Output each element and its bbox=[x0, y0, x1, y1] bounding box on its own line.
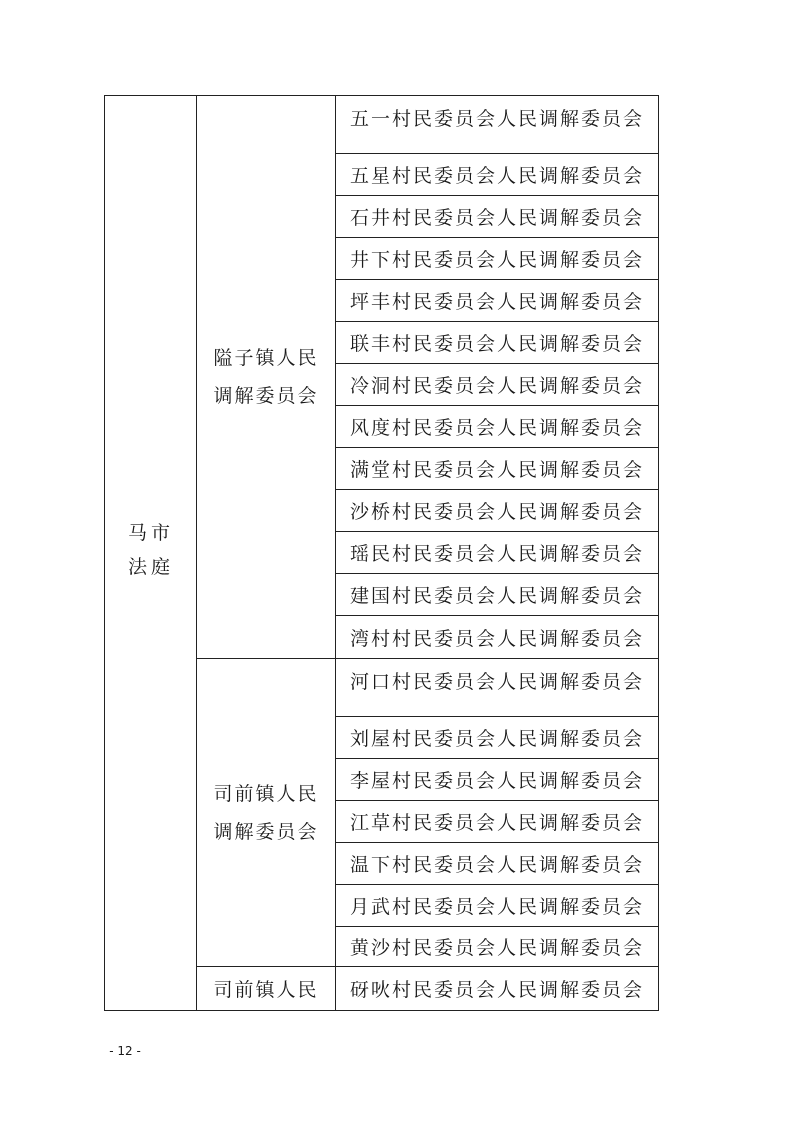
town-name-line2: 调解委员会 bbox=[213, 385, 319, 407]
court-column bbox=[105, 96, 197, 1010]
village-row: 李屋村民委员会人民调解委员会 bbox=[336, 759, 658, 801]
village-row: 五星村民委员会人民调解委员会 bbox=[336, 154, 658, 196]
village-row: 河口村民委员会人民调解委员会 bbox=[336, 659, 658, 717]
town-name-line1: 隘子镇人民 bbox=[213, 347, 319, 369]
court-name-line2: 法庭 bbox=[127, 556, 174, 578]
town-name-line2: 调解委员会 bbox=[213, 820, 319, 843]
village-row: 石井村民委员会人民调解委员会 bbox=[336, 196, 658, 238]
village-row: 沙桥村民委员会人民调解委员会 bbox=[336, 490, 658, 532]
court-name-line1: 马市 bbox=[127, 522, 174, 544]
town-cell-siqian-continued bbox=[197, 967, 336, 1010]
town-cell-aizi bbox=[197, 96, 336, 659]
village-row: 冷洞村民委员会人民调解委员会 bbox=[336, 364, 658, 406]
village-row: 湾村村民委员会人民调解委员会 bbox=[336, 616, 658, 659]
village-row: 建国村民委员会人民调解委员会 bbox=[336, 574, 658, 616]
village-row: 温下村民委员会人民调解委员会 bbox=[336, 843, 658, 885]
court-name bbox=[105, 516, 197, 584]
village-row: 满堂村民委员会人民调解委员会 bbox=[336, 448, 658, 490]
town-name-line1: 司前镇人民 bbox=[213, 782, 319, 805]
village-row: 井下村民委员会人民调解委员会 bbox=[336, 238, 658, 280]
village-row: 砑吙村民委员会人民调解委员会 bbox=[349, 979, 644, 1001]
village-row: 刘屋村民委员会人民调解委员会 bbox=[336, 717, 658, 759]
town-cell-siqian bbox=[197, 659, 336, 967]
village-row: 黄沙村民委员会人民调解委员会 bbox=[336, 927, 658, 967]
village-row: 月武村民委员会人民调解委员会 bbox=[336, 885, 658, 927]
village-row: 五一村民委员会人民调解委员会 bbox=[336, 96, 658, 154]
town-name-line1: 司前镇人民 bbox=[213, 979, 319, 1001]
mediation-committee-table bbox=[104, 95, 659, 1011]
village-row: 江草村民委员会人民调解委员会 bbox=[336, 801, 658, 843]
village-row: 风度村民委员会人民调解委员会 bbox=[336, 406, 658, 448]
page-number: - 12 - bbox=[109, 1044, 141, 1058]
village-row: 联丰村民委员会人民调解委员会 bbox=[336, 322, 658, 364]
village-row: 坪丰村民委员会人民调解委员会 bbox=[336, 280, 658, 322]
village-row: 瑶民村民委员会人民调解委员会 bbox=[336, 532, 658, 574]
